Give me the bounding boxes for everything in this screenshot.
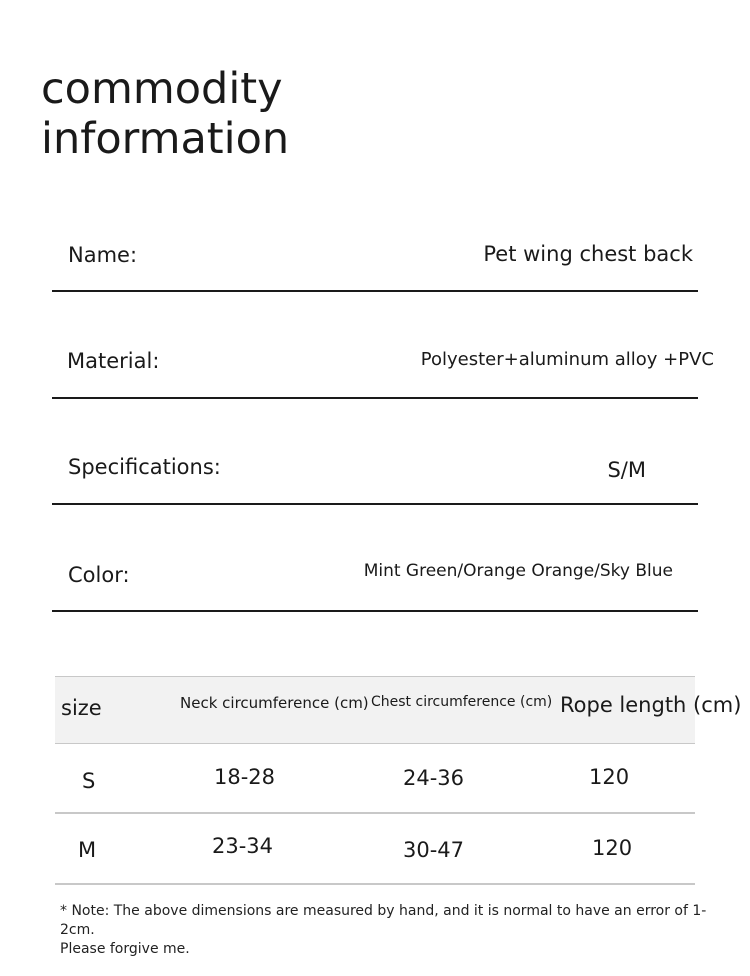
cell-rope: 120 (589, 765, 630, 789)
info-label-material: Material: (67, 349, 160, 373)
header-chest: Chest circumference (cm) (371, 694, 553, 710)
size-table-header (55, 676, 742, 744)
page-title (41, 64, 289, 164)
info-label-name: Name: (68, 243, 138, 267)
info-value-material: Polyester+aluminum alloy +PVC (420, 349, 714, 370)
cell-size: M (78, 838, 97, 862)
cell-neck: 18-28 (214, 765, 276, 789)
note-line-1: * Note: The above dimensions are measured by hand, and it is normal to have an error of 1-2cm. (60, 903, 707, 938)
info-value-specifications: S/M (607, 458, 646, 482)
info-row-material (52, 327, 714, 399)
table-row-m (55, 814, 695, 885)
info-row-name (52, 222, 698, 292)
measurement-note (60, 902, 720, 959)
header-rope: Rope length (cm) (560, 693, 742, 717)
note-line-2: Please forgive me. (60, 941, 190, 957)
cell-neck: 23-34 (212, 834, 274, 858)
header-neck: Neck circumference (cm) (180, 694, 369, 712)
cell-size: S (82, 769, 96, 793)
page-title-line-2: information (41, 114, 290, 164)
info-label-specifications: Specifications: (68, 455, 221, 479)
cell-rope: 120 (592, 836, 633, 860)
info-value-name: Pet wing chest back (483, 242, 693, 266)
page-title-line-1: commodity (41, 64, 283, 114)
info-row-specifications (52, 433, 698, 505)
table-row-s (55, 743, 695, 814)
info-label-color: Color: (68, 563, 130, 587)
info-row-color (52, 540, 698, 612)
cell-chest: 24-36 (403, 766, 465, 790)
header-size: size (61, 696, 102, 720)
info-value-color: Mint Green/Orange Orange/Sky Blue (363, 561, 673, 581)
cell-chest: 30-47 (403, 838, 465, 862)
